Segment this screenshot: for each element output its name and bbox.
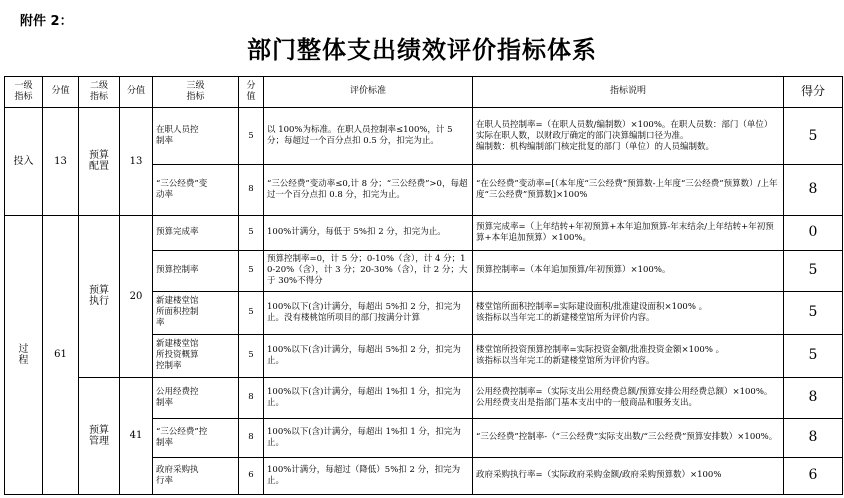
indicator-result: 5 [784, 107, 843, 165]
indicator-desc: 楼堂馆所投资预算控制率=实际投资金额/批准投资金额×100% 。 该指标以当年完工的新建楼堂馆所为评价内容。 [473, 334, 784, 377]
indicator-name: 新建楼堂馆 所投资概算 控制率 [153, 334, 239, 377]
page-title: 部门整体支出绩效评价指标体系 [247, 36, 597, 64]
indicator-result: 5 [784, 334, 843, 377]
header-level2: 二级 指标 [79, 77, 120, 108]
indicator-criteria: 100%计满分，每低于 5%扣 2 分，扣完为止。 [264, 215, 473, 250]
indicator-criteria: 100%以下(含)计满分，每超出 1%扣 1 分，扣完为止。 [264, 418, 473, 457]
indicator-name: 在职人员控 制率 [153, 107, 239, 165]
indicator-criteria: “三公经费”变动率≤0,计 8 分；“三公经费”>0，每超过一个百分点扣 0.8 分，扣完为止。 [264, 165, 473, 215]
level1-process-score: 61 [43, 215, 79, 494]
indicator-criteria: 100%以下(含)计满分，每超出 5%扣 2 分，扣完为止。没有楼桃馆所项目的部门按满分计算 [264, 291, 473, 334]
indicator-score: 8 [239, 165, 264, 215]
indicator-score: 6 [239, 457, 264, 494]
indicator-score: 5 [239, 250, 264, 291]
indicator-desc: 在职人员控制率=（在职人员数/编制数）×100%。在职人员数：部门（单位）实际在职人数，以财政厅确定的部门决算编制口径为准。 编制数：机构编制部门核定批复的部门（单位）的人员编制数。 [473, 107, 784, 165]
indicator-name: 预算完成率 [153, 215, 239, 250]
indicator-result: 6 [784, 457, 843, 494]
indicator-score: 5 [239, 291, 264, 334]
level2-budget-exec-score: 20 [120, 215, 153, 377]
level2-budget-mgmt: 预算 管理 [79, 377, 120, 494]
indicator-criteria: 预算控制率=0，计 5 分；0-10%（含），计 4 分；10-20%（含），计 3 分；20-30%（含），计 2 分；大于 30%不得分 [264, 250, 473, 291]
indicator-result: 5 [784, 291, 843, 334]
indicator-score: 5 [239, 215, 264, 250]
header-level1: 一级 指标 [5, 77, 43, 108]
indicator-name: 公用经费控 制率 [153, 377, 239, 418]
indicator-name: “三公经费”变 动率 [153, 165, 239, 215]
indicator-result: 8 [784, 418, 843, 457]
header-desc: 指标说明 [473, 77, 784, 108]
indicator-name: 政府采购执 行率 [153, 457, 239, 494]
indicator-score: 5 [239, 107, 264, 165]
indicator-desc: “在公经费”变动率=[（本年度“三公经费”预算数-上年度“三公经费”预算数）/上年度“三公经费”预算数]×100% [473, 165, 784, 215]
indicator-desc: “三公经费”控制率-（“三公经费”实际支出数/“三公经费”预算安排数）×100%。 [473, 418, 784, 457]
indicator-desc: 预算完成率=（上年结转+年初预算+本年追加预算-年末结余/上年结转+年初预算+本年追加预算）×100%。 [473, 215, 784, 250]
level2-budget-exec: 预算 执行 [79, 215, 120, 377]
table-row [5, 377, 843, 418]
level2-budget-mgmt-score: 41 [120, 377, 153, 494]
table-row [5, 215, 843, 250]
indicator-desc: 政府采购执行率=（实际政府采购金额/政府采购预算数）×100% [473, 457, 784, 494]
indicator-result: 0 [784, 215, 843, 250]
indicator-desc: 公用经费控制率=（实际支出公用经费总额/预算安排公用经费总额）×100%。 公用经费支出是指部门基本支出中的一般商品和服务支出。 [473, 377, 784, 418]
level2-budget-config: 预算 配置 [79, 107, 120, 215]
header-criteria: 评价标准 [264, 77, 473, 108]
indicator-name: 预算控制率 [153, 250, 239, 291]
indicator-desc: 楼堂馆所面积控制率=实际建设面积/批准建设面积×100% 。 该指标以当年完工的新建楼堂馆所为评价内容。 [473, 291, 784, 334]
indicator-criteria: 100%以下(含)计满分，每超出 1%扣 1 分，扣完为止。 [264, 377, 473, 418]
indicator-result: 5 [784, 250, 843, 291]
indicator-result: 8 [784, 165, 843, 215]
indicator-table [4, 76, 843, 495]
indicator-name: 新建楼堂馆 所面积控制 率 [153, 291, 239, 334]
table-row [5, 107, 843, 165]
header-score1: 分值 [43, 77, 79, 108]
header-score3: 分 值 [239, 77, 264, 108]
header-level3: 三级 指标 [153, 77, 239, 108]
indicator-name: “三公经费”控 制率 [153, 418, 239, 457]
header-score2: 分值 [120, 77, 153, 108]
indicator-result: 8 [784, 377, 843, 418]
level2-budget-config-score: 13 [120, 107, 153, 215]
header-row [5, 77, 843, 108]
indicator-desc: 预算控制率=（本年追加预算/年初预算）×100%。 [473, 250, 784, 291]
header-result: 得分 [784, 77, 843, 108]
attachment-label: 附件 2： [20, 14, 73, 29]
indicator-score: 8 [239, 377, 264, 418]
indicator-criteria: 以 100%为标准。在职人员控制率≤100%，计 5 分；每超过一个百分点扣 0.5 分，扣完为止。 [264, 107, 473, 165]
level1-process: 过 程 [5, 215, 43, 494]
level1-input: 投入 [5, 107, 43, 215]
indicator-score: 8 [239, 418, 264, 457]
level1-input-score: 13 [43, 107, 79, 215]
indicator-score: 5 [239, 334, 264, 377]
indicator-criteria: 100%以下(含)计满分，每超出 5%扣 2 分，扣完为止。 [264, 334, 473, 377]
indicator-criteria: 100%计满分，每超过（降低）5%扣 2 分，扣完为止。 [264, 457, 473, 494]
